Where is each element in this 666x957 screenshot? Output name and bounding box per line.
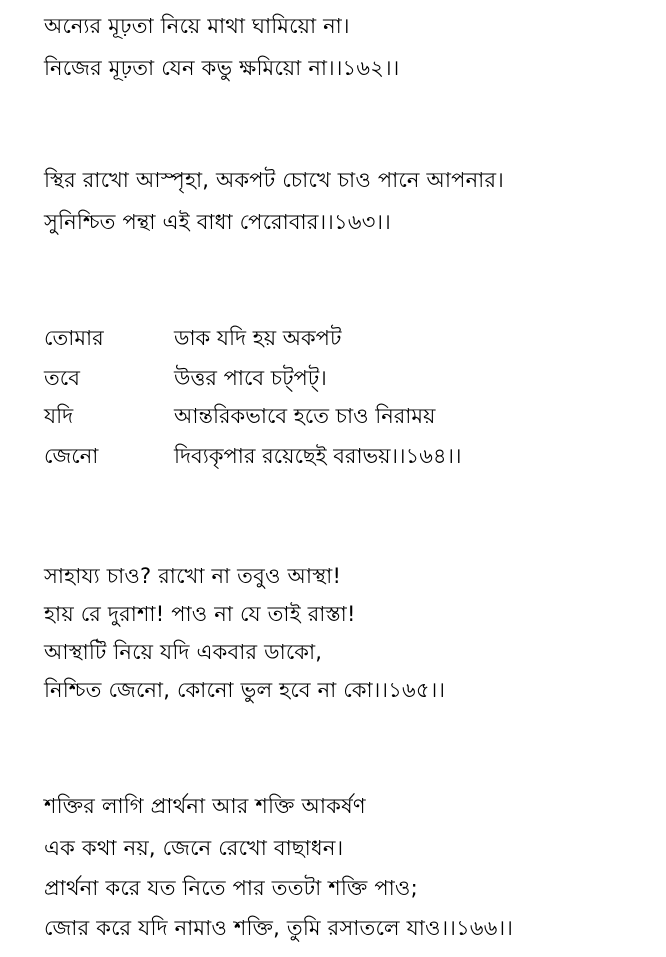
stanza-3-row-1 [44,324,341,352]
row-label: তবে [44,366,80,390]
row-text: উত্তর পাবে চট্‌পট্‌। [174,366,327,390]
row-text: দিব্যকৃপার রয়েছেই বরাভয়।।১৬৪।। [174,444,462,468]
stanza-2-line-2: সুনিশ্চিত পন্থা এই বাধা পেরোবার।।১৬৩।। [44,210,391,234]
stanza-5-line-2: এক কথা নয়, জেনে রেখো বাছাধন। [44,836,344,860]
stanza-5-line-1: শক্তির লাগি প্রার্থনা আর শক্তি আকর্ষণ [44,794,366,818]
row-text: ডাক যদি হয় অকপট [174,326,342,350]
stanza-4-line-3: আস্থাটি নিয়ে যদি একবার ডাকো, [44,640,323,664]
stanza-3-row-3 [44,402,435,430]
stanza-5-line-4: জোর করে যদি নামাও শক্তি, তুমি রসাতলে যাও।।১৬৬।। [44,916,514,940]
row-label: যদি [44,404,74,428]
stanza-3-row-2 [44,364,327,392]
stanza-5-line-3: প্রার্থনা করে যত নিতে পার ততটা শক্তি পাও; [44,876,418,900]
stanza-1-line-2: নিজের মূঢ়তা যেন কভু ক্ষমিয়ো না।।১৬২।। [44,56,400,80]
row-label: তোমার [44,326,104,350]
stanza-4-line-1: সাহায্য চাও? রাখো না তবুও আস্থা! [44,564,342,588]
stanza-1-line-1: অন্যের মূঢ়তা নিয়ে মাথা ঘামিয়ো না। [44,14,350,38]
stanza-3-row-4 [44,442,462,470]
stanza-2-line-1: স্থির রাখো আস্পৃহা, অকপট চোখে চাও পানে আপনার। [44,168,504,192]
row-text: আন্তরিকভাবে হতে চাও নিরাময় [174,404,436,428]
stanza-4-line-4: নিশ্চিত জেনো, কোনো ভুল হবে না কো।।১৬৫।। [44,678,446,702]
stanza-4-line-2: হায় রে দুরাশা! পাও না যে তাই রাস্তা! [44,602,356,626]
row-label: জেনো [44,444,99,468]
